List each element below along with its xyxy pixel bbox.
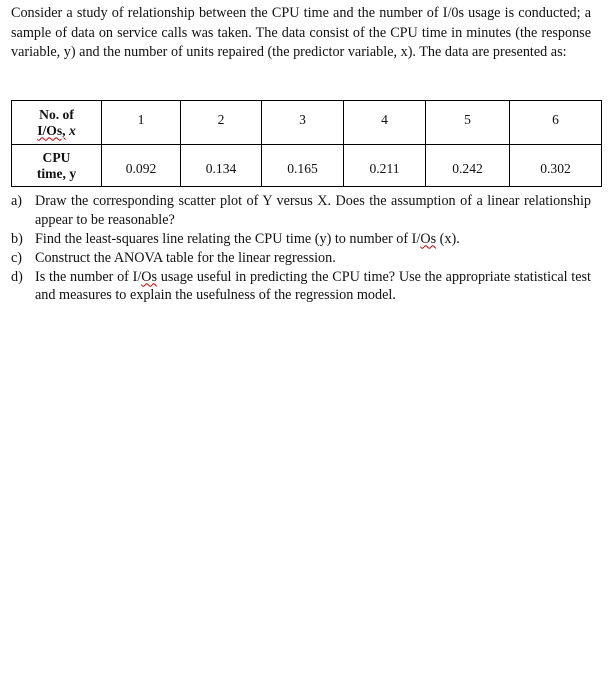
question-marker: b) xyxy=(11,230,23,247)
table-cell: 5 xyxy=(426,101,510,145)
table-cell: 0.134 xyxy=(181,145,262,187)
table-row-x xyxy=(12,101,602,145)
table-cell: 0.242 xyxy=(426,145,510,187)
question-list xyxy=(11,192,591,305)
problem-intro: Consider a study of relationship between the CPU time and the number of I/0s usage is conducted; a sample of data on service calls was taken. The data consist of the CPU time in minutes (the response variable, y) and the number of units repaired (the predictor variable, x). The data are presented as: xyxy=(11,5,591,61)
table-cell: 0.211 xyxy=(344,145,426,187)
row-label-x-line1: No. of xyxy=(39,107,74,122)
question-text: Construct the ANOVA table for the linear regression. xyxy=(35,249,336,266)
table-cell: 2 xyxy=(181,101,262,145)
table-cell: 0.092 xyxy=(102,145,181,187)
spellcheck-word: Os xyxy=(420,230,437,247)
table-cell: 0.302 xyxy=(510,145,602,187)
row-label-y-line2: time, y xyxy=(36,165,77,181)
question-b xyxy=(11,230,591,249)
question-text: Is the number of I/ xyxy=(35,268,142,285)
spellcheck-word: Os xyxy=(141,268,158,285)
question-marker: a) xyxy=(11,193,23,209)
row-label-x-var: x xyxy=(68,122,76,138)
row-label-y-line1: CPU xyxy=(42,150,71,165)
question-text: Draw the corresponding scatter plot of Y versus X. Does the assumption of a linear relationship appear to be reasonable? xyxy=(35,193,591,228)
row-label-y xyxy=(12,145,102,187)
row-label-x xyxy=(12,101,102,145)
question-d xyxy=(11,268,591,305)
question-a xyxy=(11,192,591,229)
question-text: Find the least-squares line relating the CPU time (y) to number of I/ xyxy=(35,230,421,247)
question-marker: c) xyxy=(11,249,23,266)
table-cell: 1 xyxy=(102,101,181,145)
question-marker: d) xyxy=(11,268,23,285)
table-cell: 3 xyxy=(262,101,344,145)
row-label-x-word: I/Os, xyxy=(37,122,66,138)
question-text-end: (x). xyxy=(436,230,460,247)
question-c xyxy=(11,249,591,268)
table-cell: 0.165 xyxy=(262,145,344,187)
table-cell: 6 xyxy=(510,101,602,145)
question-text-end: usage useful in predicting the CPU time? Use the appropriate statistical test and measures to explain the usefulness of the regression model. xyxy=(35,268,591,303)
data-table xyxy=(11,100,602,187)
table-row-y xyxy=(12,145,602,187)
table-cell: 4 xyxy=(344,101,426,145)
